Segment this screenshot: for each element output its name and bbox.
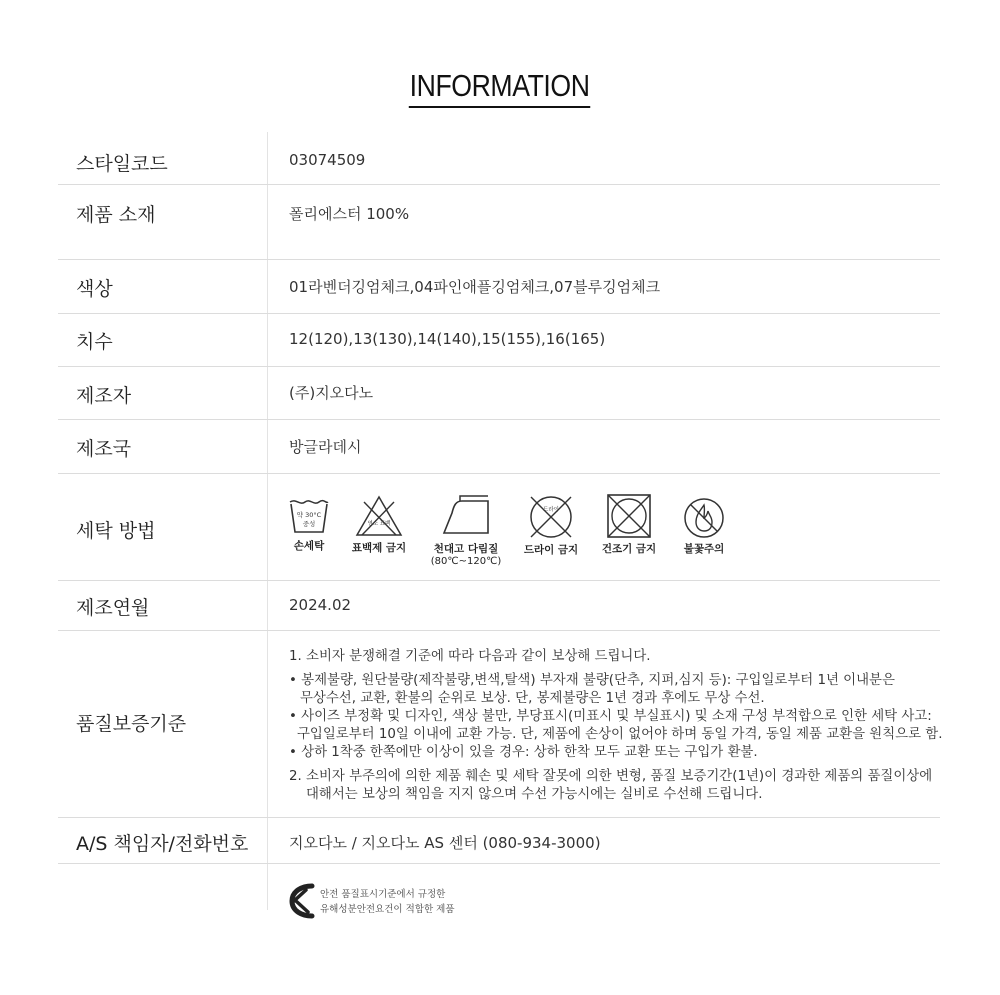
kc-mark-icon xyxy=(288,882,316,920)
row-value: 2024.02 xyxy=(289,596,352,614)
hand-wash-inner-text: 중성 xyxy=(302,520,316,528)
row-color xyxy=(58,260,940,314)
no-tumble-dry-icon xyxy=(606,493,652,539)
hand-wash-inner-text: 약 30°C xyxy=(296,511,322,519)
no-tumble-dry xyxy=(594,493,664,556)
row-value: 방글라데시 xyxy=(289,438,362,456)
quality-line: 1. 소비자 분쟁해결 기준에 따라 다음과 같이 보상해 드립니다. xyxy=(289,649,651,664)
row-label: 제조국 xyxy=(76,438,132,460)
no-dry-clean-caption: 드라이 금지 xyxy=(523,544,579,556)
iron-temperature-caption: (80℃~120℃) xyxy=(430,556,502,567)
no-dry-clean-icon xyxy=(528,494,574,540)
iron-icon xyxy=(438,493,494,539)
no-bleach-icon xyxy=(354,494,404,538)
kc-line: 유해성분안전요건이 적합한 제품 xyxy=(320,904,455,915)
row-label: A/S 책임자/전화번호 xyxy=(76,833,249,855)
fire-caution xyxy=(674,497,734,556)
row-label: 품질보증기준 xyxy=(76,713,187,735)
row-value: 폴리에스터 100% xyxy=(289,205,410,223)
kc-certification xyxy=(288,881,528,921)
quality-line: • 상하 1착중 한쪽에만 이상이 있을 경우: 상하 한착 모두 교환 또는 구입가 환불. xyxy=(289,745,758,760)
wash-icons xyxy=(286,484,746,567)
row-quality xyxy=(58,631,943,818)
quality-text xyxy=(289,648,942,804)
row-value: 지오다노 / 지오다노 AS 센터 (080-934-3000) xyxy=(289,834,601,852)
iron-caption: 천대고 다림질 xyxy=(433,543,499,555)
fire-caution-caption: 불꽃주의 xyxy=(683,543,725,555)
row-value: (주)지오다노 xyxy=(289,384,374,402)
row-as xyxy=(58,818,940,864)
row-label: 색상 xyxy=(76,278,113,300)
quality-line: • 봉제불량, 원단불량(제작불량,변색,탈색) 부자재 불량(단추, 지퍼,심지 등): 구입일로부터 1년 이내분은 xyxy=(289,673,895,688)
row-label: 제품 소재 xyxy=(76,204,156,226)
quality-line: 대해서는 보상의 책임을 지지 않으며 수선 가능시에는 실비로 수선해 드립니다. xyxy=(306,787,763,802)
quality-line: • 사이즈 부정확 및 디자인, 색상 불만, 부당표시(미표시 및 부실표시) 및 소재 구성 부적합으로 인한 세탁 사고: xyxy=(289,709,932,724)
hand-wash xyxy=(286,496,332,553)
quality-line: 무상수선, 교환, 환불의 순위로 보상. 단, 봉제불량은 1년 경과 후에도 무상 수선. xyxy=(300,691,765,706)
hand-wash-icon xyxy=(288,496,330,536)
iron xyxy=(426,493,506,567)
row-label: 세탁 방법 xyxy=(76,520,156,542)
quality-line: 2. 소비자 부주의에 의한 제품 훼손 및 세탁 잘못에 의한 변형, 품질 보증기간(1년)이 경과한 제품의 품질이상에 xyxy=(289,769,933,784)
row-country xyxy=(58,420,940,474)
no-tumble-dry-caption: 건조기 금지 xyxy=(601,543,657,555)
row-material xyxy=(58,185,940,260)
row-value: 12(120),13(130),14(140),15(155),16(165) xyxy=(289,330,606,348)
page-title: INFORMATION xyxy=(0,68,1000,108)
quality-line: 구입일로부터 10일 이내에 교환 가능. 단, 제품에 손상이 없어야 하며 동일 가격, 동일 제품 교환을 원칙으로 함. xyxy=(297,727,943,742)
row-size xyxy=(58,314,940,367)
no-bleach xyxy=(344,494,414,555)
no-bleach-caption: 표백제 금지 xyxy=(351,542,407,554)
no-bleach-inner-text: 염소 표백 xyxy=(367,521,391,527)
flame-icon xyxy=(682,497,726,539)
kc-line: 안전 품질표시기준에서 규정한 xyxy=(320,889,446,900)
hand-wash-caption: 손세탁 xyxy=(293,540,325,552)
row-value: 01라벤더깅엄체크,04파인애플깅엄체크,07블루깅엄체크 xyxy=(289,278,661,296)
row-label: 제조자 xyxy=(76,385,132,407)
row-date xyxy=(58,581,940,631)
row-value: 03074509 xyxy=(289,151,366,169)
row-style-code xyxy=(58,132,940,185)
row-wash xyxy=(58,474,940,581)
row-label: 치수 xyxy=(76,331,113,353)
no-dry-clean xyxy=(518,494,584,557)
row-maker xyxy=(58,367,940,420)
row-label: 제조연월 xyxy=(76,597,150,619)
no-dry-clean-inner-text: 드라이 xyxy=(543,507,559,513)
row-label: 스타일코드 xyxy=(76,153,168,175)
